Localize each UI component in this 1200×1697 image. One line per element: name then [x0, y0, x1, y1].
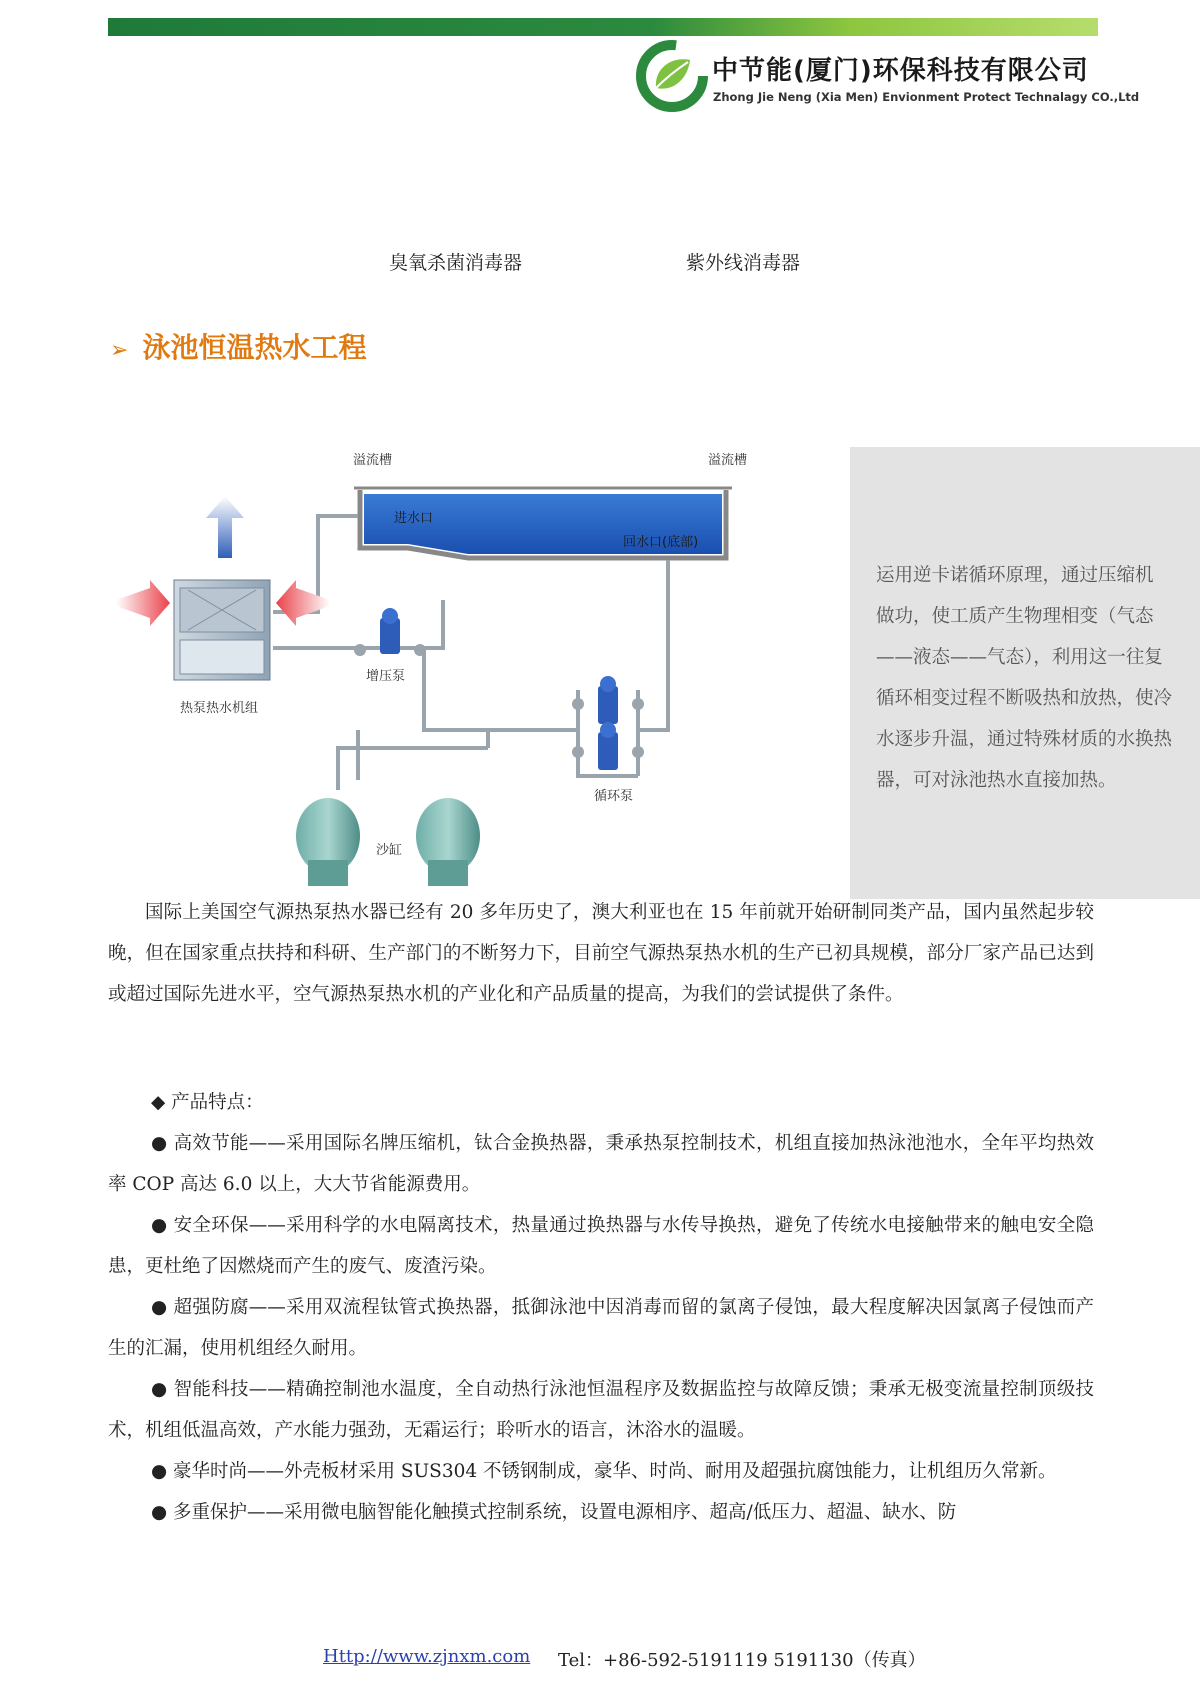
booster-pump-label: 增压泵	[366, 669, 406, 684]
company-name-en: Zhong Jie Neng (Xia Men) Envionment Protect Technalagy CO.,Ltd	[713, 90, 1140, 104]
ozone-caption: 臭氧杀菌消毒器	[389, 252, 523, 274]
feature-item: ● 超强防腐——采用双流程钛管式换热器，抵御泳池中因消毒而留的氯离子侵蚀，最大程度解决因氯离子侵蚀而产生的汇漏，使用机组经久耐用。	[108, 1297, 1094, 1359]
inlet-label: 进水口	[394, 511, 434, 526]
sidebar-line: ——液态——气态），利用这一往复	[876, 647, 1163, 668]
sidebar-line: 水逐步升温，通过特殊材质的水换热	[876, 729, 1173, 750]
sidebar-line: 做功，使工质产生物理相变（气态	[876, 606, 1154, 627]
intro-paragraph: 国际上美国空气源热泵热水器已经有 20 多年历史了，澳大利亚也在 15 年前就开始研制同类产品，国内虽然起步较晚，但在国家重点扶持和科研、生产部门的不断努力下，目前空气源热泵热水机的生产已初具规模，部分厂家产品已达到或超过国际先进水平，空气源热泵热水机的产业化和产品质量的提高，为我们的尝试提供了条件。	[108, 902, 1094, 1005]
uv-caption: 紫外线消毒器	[686, 252, 801, 274]
heat-in-right-icon	[276, 580, 330, 626]
booster-pump	[354, 608, 426, 656]
return-label: 回水口(底部)	[623, 535, 699, 550]
principle-sidebar	[850, 447, 1200, 899]
heat-pump-unit	[174, 580, 270, 680]
sidebar-line: 循环相变过程不断吸热和放热，使冷	[876, 688, 1173, 709]
circulation-pumps	[572, 676, 644, 770]
header-color-bar	[108, 18, 1098, 36]
heat-pump-label: 热泵热水机组	[180, 701, 259, 716]
feature-item: ● 安全环保——采用科学的水电隔离技术，热量通过换热器与水传导换热，避免了传统水电接触带来的触电安全隐患，更杜绝了因燃烧而产生的废气、废渣污染。	[108, 1215, 1094, 1277]
leaf-logo-icon	[636, 40, 708, 112]
feature-item: ● 豪华时尚——外壳板材采用 SUS304 不锈钢制成，豪华、时尚、耐用及超强抗腐蚀能力，让机组历久常新。	[151, 1461, 1057, 1482]
sidebar-line: 运用逆卡诺循环原理，通过压缩机	[876, 565, 1154, 586]
company-logo	[636, 40, 1140, 112]
section-heading	[110, 326, 366, 366]
overflow-label-right: 溢流槽	[708, 453, 748, 468]
feature-item: ● 多重保护——采用微电脑智能化触摸式控制系统，设置电源相序、超高/低压力、超温、缺水、防	[151, 1502, 957, 1523]
principle-text	[876, 555, 1200, 801]
company-name-cn: 中节能(厦门)环保科技有限公司	[712, 56, 1089, 86]
sand-tanks	[296, 798, 480, 886]
overflow-label-left: 溢流槽	[353, 453, 393, 468]
sand-tank-label: 沙缸	[376, 843, 403, 858]
up-arrow-icon	[206, 496, 244, 558]
section-title: 泳池恒温热水工程	[142, 331, 367, 364]
features-block	[108, 1082, 1094, 1533]
pool-heating-diagram	[108, 440, 808, 902]
website-link[interactable]: Http://www.zjnxm.com	[323, 1646, 531, 1667]
heat-in-left-icon	[116, 580, 170, 626]
feature-item: ● 智能科技——精确控制池水温度，全自动热行泳池恒温程序及数据监控与故障反馈；秉承无极变流量控制顶级技术，机组低温高效，产水能力强劲，无霜运行；聆听水的语言，沐浴水的温暖。	[108, 1379, 1094, 1441]
arrow-bullet-icon: ➢	[110, 338, 129, 363]
circulation-pump-label: 循环泵	[594, 789, 634, 804]
features-heading: ◆ 产品特点：	[151, 1092, 264, 1113]
intro-block	[108, 892, 1094, 1015]
feature-item: ● 高效节能——采用国际名牌压缩机，钛合金换热器，秉承热泵控制技术，机组直接加热泳池池水，全年平均热效率 COP 高达 6.0 以上，大大节省能源费用。	[108, 1133, 1094, 1195]
sidebar-line: 器，可对泳池热水直接加热。	[876, 770, 1117, 791]
contact-phone: Tel：+86-592-5191119 5191130（传真）	[558, 1650, 926, 1671]
